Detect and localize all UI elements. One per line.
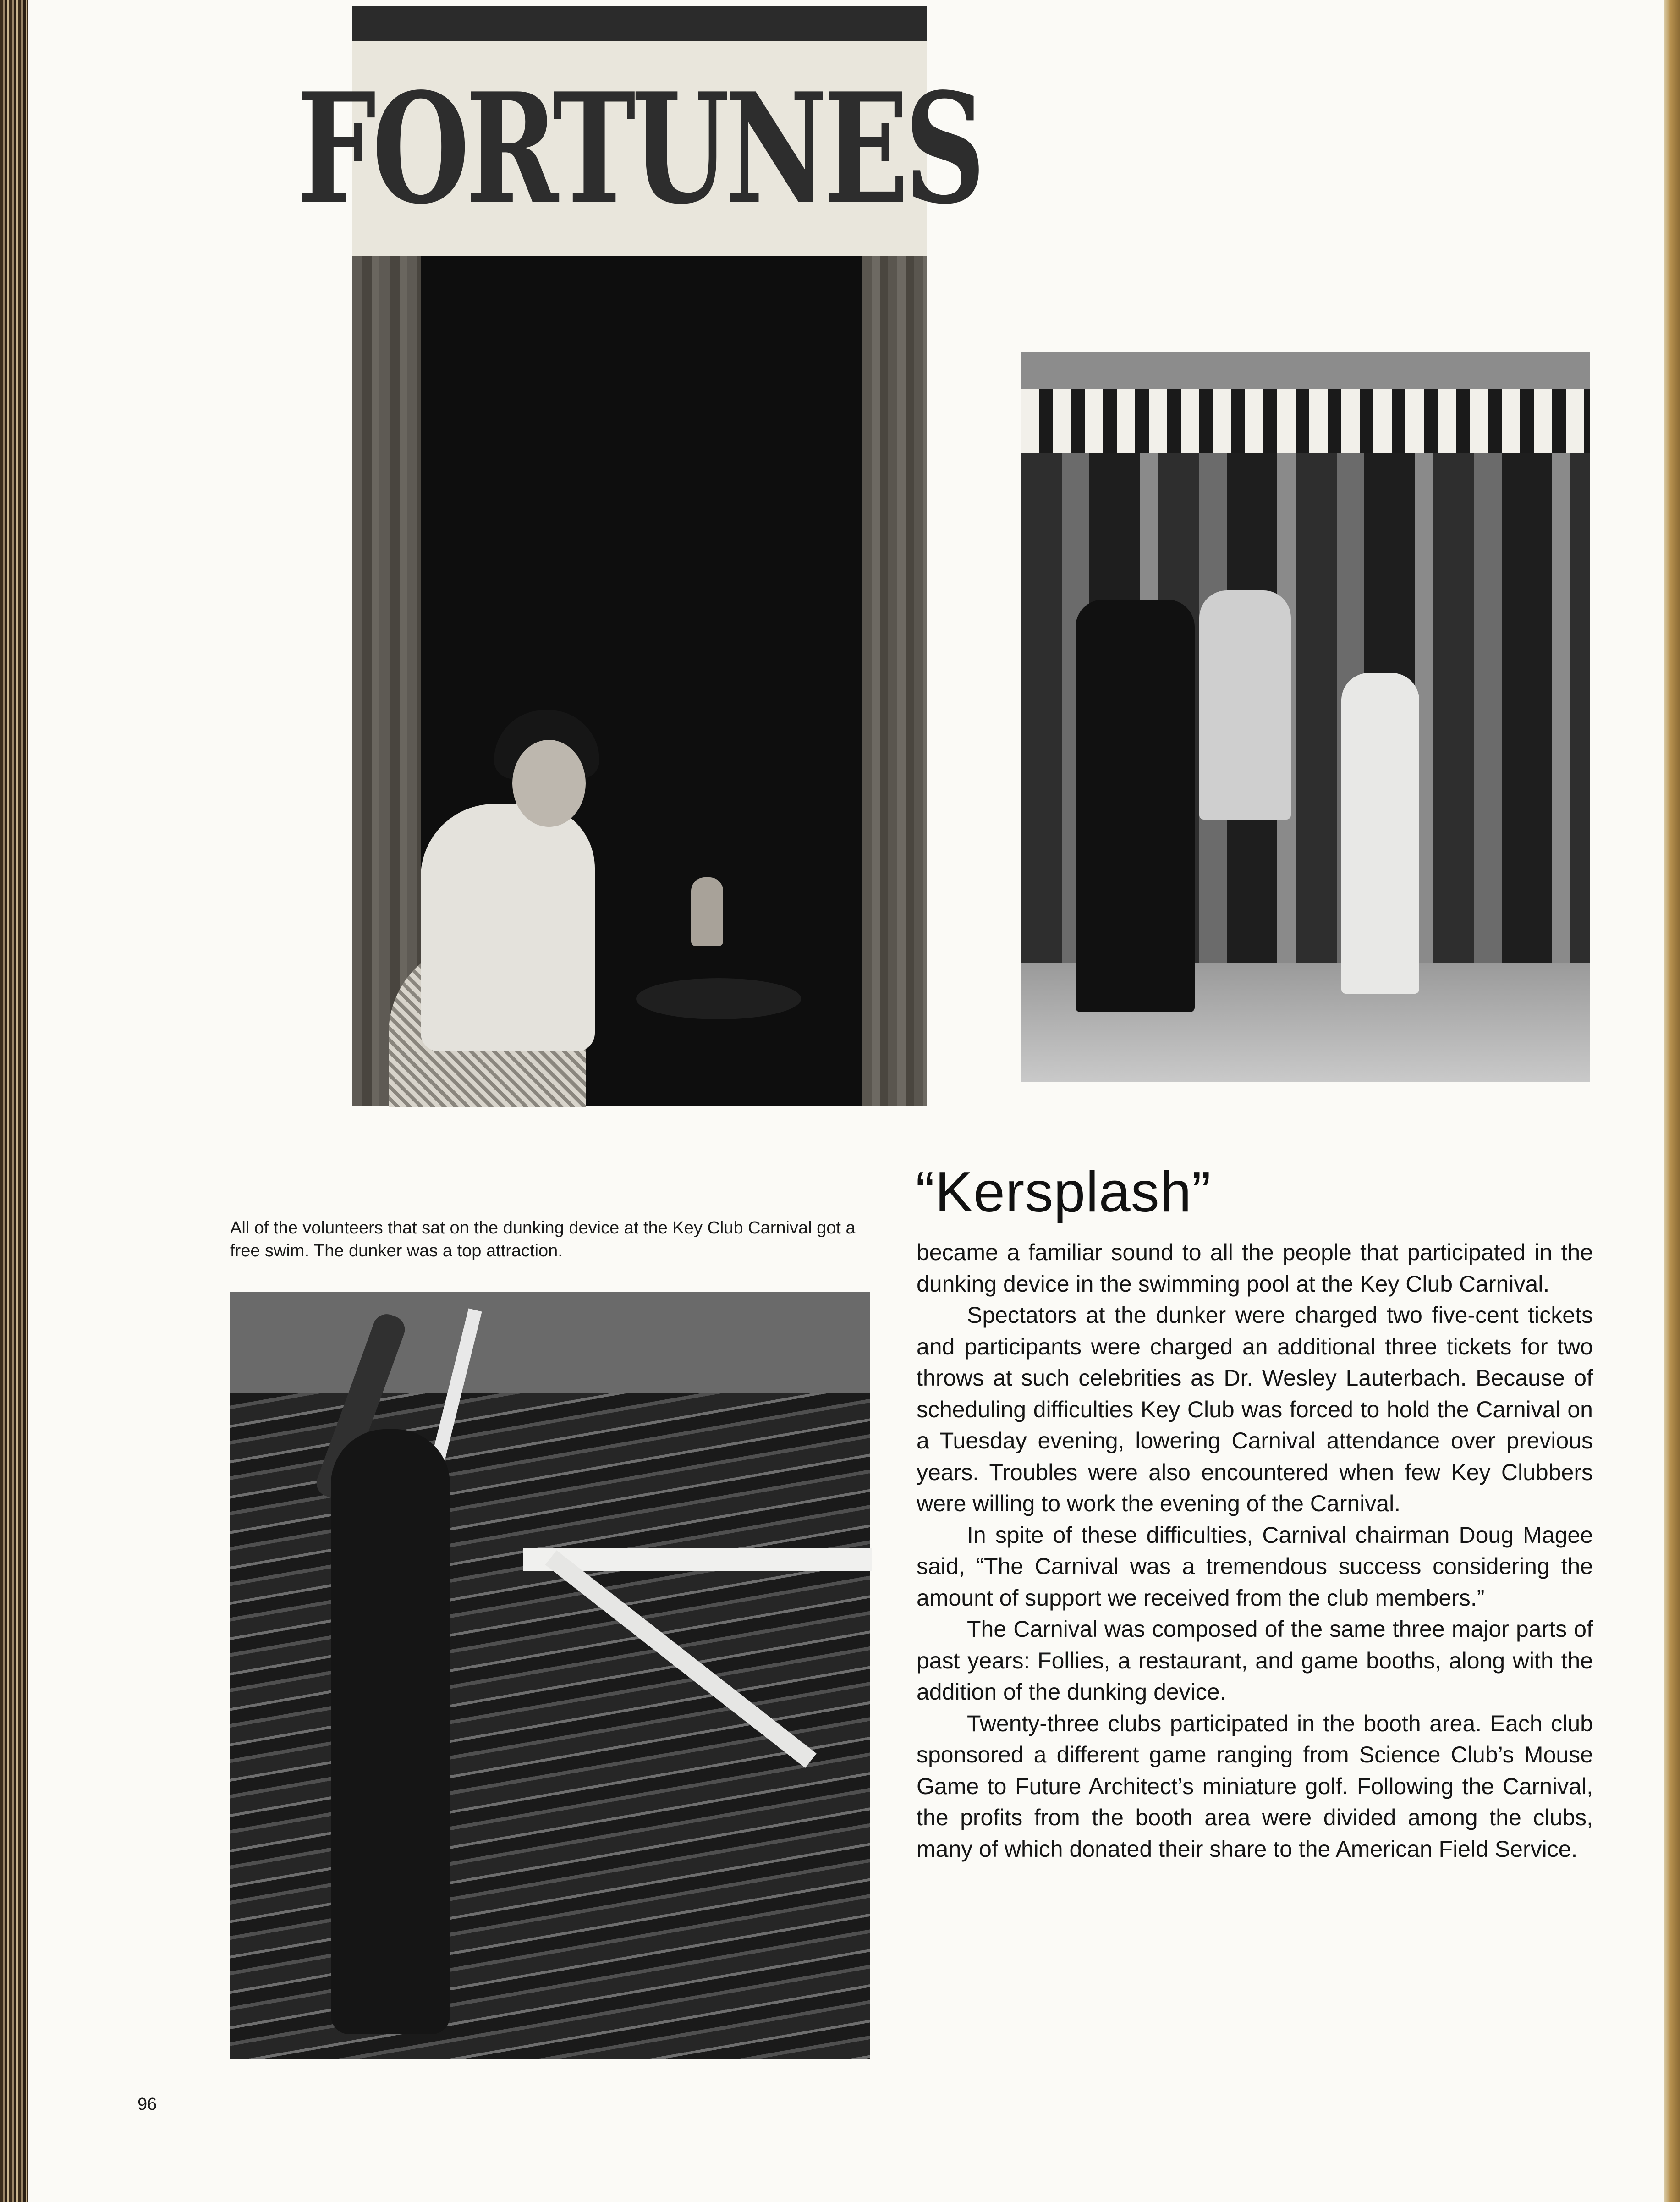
gym-wall [1021, 352, 1590, 389]
photo-dunking-pool [230, 1292, 870, 2059]
striped-awning [1021, 389, 1590, 453]
article-paragraph: In spite of these difficulties, Carnival chairman Doug Magee said, “The Carnival was a tremendous success considering the amount of support we received from the club members.” [917, 1522, 1593, 1611]
page-number: 96 [137, 2095, 157, 2114]
person-white-pants [1341, 673, 1419, 994]
person-dark-coat [1076, 600, 1195, 1012]
swimmer [331, 1429, 450, 2034]
article-paragraph: Twenty-three clubs participated in the booth area. Each club sponsored a different game ranging from Science Club’s Mouse Game to Future Architect’s miniature golf. Following the Carnival, the profits from the booth area were divided among the clubs, many of which donated their share to the American Field Service. [917, 1710, 1593, 1862]
curtain-right [862, 256, 927, 1106]
book-binding-edge [0, 0, 28, 2202]
person-light-shirt [1199, 590, 1291, 820]
article-paragraph: The Carnival was composed of the same three major parts of past years: Follies, a restaurant, and game booths, along with the addition of the dunking device. [917, 1616, 1593, 1705]
photo-carnival-crowd [1021, 352, 1590, 1082]
fortunes-sign [296, 41, 982, 256]
pool-wall [230, 1292, 870, 1393]
fortune-teller-body [421, 804, 595, 1051]
article-body [917, 1237, 1593, 1865]
article-paragraph: Spectators at the dunker were charged two five-cent tickets and participants were charged an additional three tickets for two throws at such celebrities as Dr. Wesley Lauterbach. Because of scheduling difficulties Key Club was forced to hold the Carnival on a Tuesday evening, lowering Carnival attendance over previous years. Troubles were also encountered when few Key Clubbers were willing to work the evening of the Carnival. [917, 1302, 1593, 1516]
fortunes-sign-text: FORTUNES [296, 60, 982, 237]
photo-fortune-booth [296, 6, 982, 1106]
photo-caption: All of the volunteers that sat on the dunking device at the Key Club Carnival got a free swim. The dunker was a top attraction. [230, 1218, 856, 1261]
article-headline: “Kersplash” [916, 1161, 1211, 1224]
article-paragraph: became a familiar sound to all the people that participated in the dunking device in the swimming pool at the Key Club Carnival. [917, 1239, 1593, 1297]
fortune-teller-face [512, 740, 586, 827]
vase [691, 877, 723, 946]
page-edge-right [1664, 0, 1680, 2202]
fortune-table [636, 978, 801, 1019]
